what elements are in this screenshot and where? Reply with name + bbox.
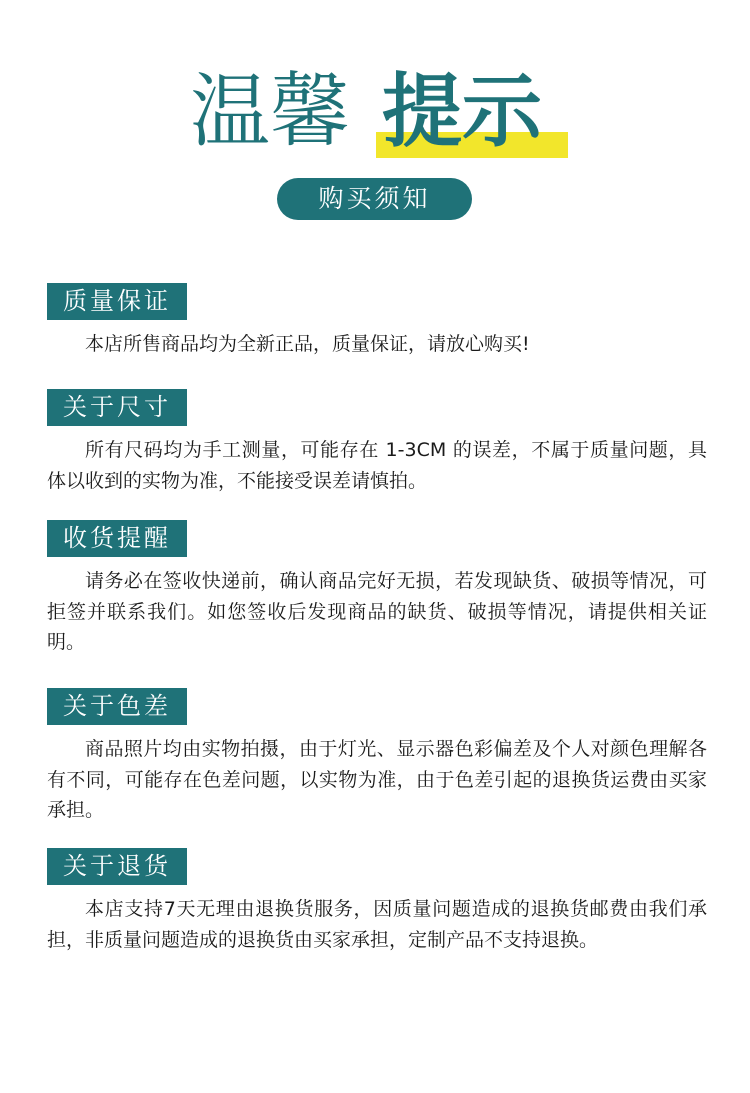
section-label-color: 关于色差 <box>47 688 187 725</box>
section-text-returns: 本店支持7天无理由退换货服务，因质量问题造成的退换货邮费由我们承担，非质量问题造成的退换货由买家承担，定制产品不支持退换。 <box>47 898 707 951</box>
title-part-1: 温馨 <box>190 65 350 158</box>
section-text-receipt: 请务必在签收快递前，确认商品完好无损，若发现缺货、破损等情况，可拒签并联系我们。如您签收后发现商品的缺货、破损等情况，请提供相关证明。 <box>47 570 707 653</box>
section-label-size: 关于尺寸 <box>47 389 187 426</box>
section-label-returns: 关于退货 <box>47 848 187 885</box>
section-text-quality: 本店所售商品均为全新正品，质量保证，请放心购买! <box>85 333 530 355</box>
title-part-2: 提示 <box>382 65 542 158</box>
section-text-size: 所有尺码均为手工测量，可能存在 1-3CM 的误差，不属于质量问题，具体以收到的实物为准，不能接受误差请慎拍。 <box>47 439 707 492</box>
section-text-color: 商品照片均由实物拍摄，由于灯光、显示器色彩偏差及个人对颜色理解各有不同，可能存在色差问题，以实物为准，由于色差引起的退换货运费由买家承担。 <box>47 738 707 821</box>
section-label-receipt: 收货提醒 <box>47 520 187 557</box>
page-header <box>0 62 750 162</box>
subtitle-pill: 购买须知 <box>277 178 472 220</box>
section-label-quality: 质量保证 <box>47 283 187 320</box>
